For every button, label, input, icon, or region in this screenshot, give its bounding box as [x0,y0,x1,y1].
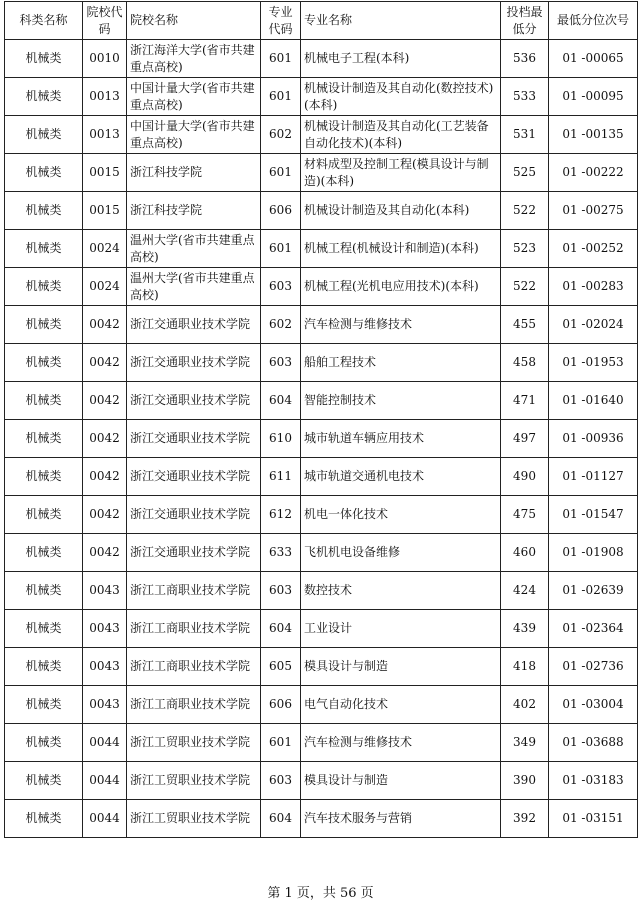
cell-category: 机械类 [5,116,83,154]
cell-major-name: 电气自动化技术 [301,686,501,724]
header-school-code: 院校代码 [83,2,127,40]
cell-category: 机械类 [5,572,83,610]
cell-major-code: 611 [261,458,301,496]
table-row [5,154,638,192]
cell-school-name: 浙江交通职业技术学院 [127,344,261,382]
cell-major-name: 机械设计制造及其自动化(工艺装备自动化技术)(本科) [301,116,501,154]
cell-min-score: 402 [501,686,549,724]
cell-min-rank: 01 -02736 [549,648,638,686]
cell-school-name: 温州大学(省市共建重点高校) [127,268,261,306]
header-major-code: 专业代码 [261,2,301,40]
header-row [5,2,638,40]
cell-min-score: 490 [501,458,549,496]
cell-major-code: 602 [261,116,301,154]
cell-school-name: 浙江交通职业技术学院 [127,458,261,496]
cell-major-name: 船舶工程技术 [301,344,501,382]
header-major-name: 专业名称 [301,2,501,40]
cell-min-rank: 01 -01953 [549,344,638,382]
cell-category: 机械类 [5,154,83,192]
cell-school-code: 0043 [83,686,127,724]
table-row [5,800,638,838]
cell-major-code: 602 [261,306,301,344]
cell-school-name: 浙江工商职业技术学院 [127,572,261,610]
cell-min-score: 458 [501,344,549,382]
cell-major-name: 模具设计与制造 [301,648,501,686]
cell-school-code: 0043 [83,610,127,648]
cell-category: 机械类 [5,344,83,382]
table-row [5,40,638,78]
cell-school-code: 0013 [83,78,127,116]
cell-min-rank: 01 -00065 [549,40,638,78]
cell-school-code: 0042 [83,496,127,534]
cell-major-code: 604 [261,800,301,838]
cell-school-code: 0044 [83,800,127,838]
cell-school-code: 0043 [83,648,127,686]
table-row [5,306,638,344]
cell-category: 机械类 [5,458,83,496]
cell-category: 机械类 [5,496,83,534]
table-row [5,268,638,306]
cell-school-name: 浙江工贸职业技术学院 [127,724,261,762]
table-row [5,116,638,154]
cell-major-name: 工业设计 [301,610,501,648]
cell-major-code: 601 [261,724,301,762]
cell-school-name: 中国计量大学(省市共建重点高校) [127,116,261,154]
cell-min-rank: 01 -02364 [549,610,638,648]
cell-min-rank: 01 -02024 [549,306,638,344]
cell-major-code: 603 [261,268,301,306]
table-row [5,534,638,572]
cell-min-score: 418 [501,648,549,686]
cell-major-name: 机械设计制造及其自动化(数控技术)(本科) [301,78,501,116]
cell-major-code: 603 [261,762,301,800]
cell-school-name: 浙江科技学院 [127,154,261,192]
cell-school-code: 0010 [83,40,127,78]
table-row [5,192,638,230]
cell-min-score: 349 [501,724,549,762]
cell-school-code: 0042 [83,306,127,344]
table-row [5,724,638,762]
cell-category: 机械类 [5,382,83,420]
cell-school-name: 浙江工贸职业技术学院 [127,800,261,838]
table-row [5,78,638,116]
cell-school-name: 浙江科技学院 [127,192,261,230]
cell-min-rank: 01 -01908 [549,534,638,572]
cell-min-score: 439 [501,610,549,648]
cell-school-code: 0024 [83,230,127,268]
cell-min-rank: 01 -00283 [549,268,638,306]
cell-min-rank: 01 -00275 [549,192,638,230]
cell-school-code: 0044 [83,762,127,800]
cell-min-rank: 01 -00252 [549,230,638,268]
cell-major-code: 603 [261,344,301,382]
header-min-score: 投档最低分 [501,2,549,40]
admission-table [4,1,638,838]
cell-major-name: 飞机机电设备维修 [301,534,501,572]
cell-major-name: 数控技术 [301,572,501,610]
table-row [5,610,638,648]
cell-category: 机械类 [5,610,83,648]
cell-min-rank: 01 -00095 [549,78,638,116]
cell-major-name: 材料成型及控制工程(模具设计与制造)(本科) [301,154,501,192]
cell-min-rank: 01 -03183 [549,762,638,800]
cell-major-code: 601 [261,230,301,268]
table-row [5,496,638,534]
cell-category: 机械类 [5,40,83,78]
cell-school-code: 0015 [83,154,127,192]
cell-major-code: 603 [261,572,301,610]
cell-major-code: 601 [261,78,301,116]
cell-min-score: 497 [501,420,549,458]
cell-major-name: 城市轨道交通机电技术 [301,458,501,496]
cell-school-name: 浙江交通职业技术学院 [127,306,261,344]
cell-category: 机械类 [5,230,83,268]
cell-min-rank: 01 -03688 [549,724,638,762]
cell-min-rank: 01 -03151 [549,800,638,838]
cell-min-score: 475 [501,496,549,534]
cell-major-name: 城市轨道车辆应用技术 [301,420,501,458]
table-row [5,572,638,610]
cell-min-score: 531 [501,116,549,154]
table-row [5,382,638,420]
cell-category: 机械类 [5,762,83,800]
cell-school-code: 0042 [83,534,127,572]
cell-school-code: 0042 [83,420,127,458]
cell-major-code: 606 [261,192,301,230]
cell-min-score: 522 [501,268,549,306]
cell-school-name: 浙江交通职业技术学院 [127,382,261,420]
cell-major-name: 机械工程(机械设计和制造)(本科) [301,230,501,268]
cell-major-name: 机械电子工程(本科) [301,40,501,78]
cell-school-code: 0043 [83,572,127,610]
table-row [5,420,638,458]
cell-category: 机械类 [5,800,83,838]
cell-category: 机械类 [5,724,83,762]
cell-category: 机械类 [5,78,83,116]
cell-school-code: 0042 [83,382,127,420]
cell-major-name: 汽车检测与维修技术 [301,306,501,344]
cell-major-code: 610 [261,420,301,458]
cell-school-code: 0044 [83,724,127,762]
cell-major-name: 模具设计与制造 [301,762,501,800]
cell-major-code: 606 [261,686,301,724]
cell-min-score: 392 [501,800,549,838]
cell-category: 机械类 [5,192,83,230]
cell-major-code: 633 [261,534,301,572]
cell-major-name: 机械设计制造及其自动化(本科) [301,192,501,230]
table-row [5,762,638,800]
cell-major-name: 智能控制技术 [301,382,501,420]
cell-school-name: 浙江海洋大学(省市共建重点高校) [127,40,261,78]
cell-min-score: 424 [501,572,549,610]
cell-min-score: 525 [501,154,549,192]
cell-major-code: 601 [261,40,301,78]
table-row [5,686,638,724]
cell-school-name: 浙江工商职业技术学院 [127,686,261,724]
cell-school-name: 中国计量大学(省市共建重点高校) [127,78,261,116]
header-category: 科类名称 [5,2,83,40]
header-min-rank: 最低分位次号 [549,2,638,40]
cell-school-name: 浙江交通职业技术学院 [127,420,261,458]
cell-major-code: 604 [261,610,301,648]
cell-school-name: 浙江交通职业技术学院 [127,496,261,534]
cell-min-score: 460 [501,534,549,572]
cell-school-name: 浙江工贸职业技术学院 [127,762,261,800]
cell-category: 机械类 [5,268,83,306]
cell-min-rank: 01 -03004 [549,686,638,724]
table-row [5,458,638,496]
cell-school-code: 0042 [83,458,127,496]
cell-min-score: 533 [501,78,549,116]
cell-major-name: 机械工程(光机电应用技术)(本科) [301,268,501,306]
cell-major-name: 汽车技术服务与营销 [301,800,501,838]
cell-min-score: 522 [501,192,549,230]
cell-min-score: 455 [501,306,549,344]
cell-major-code: 612 [261,496,301,534]
cell-major-name: 汽车检测与维修技术 [301,724,501,762]
cell-category: 机械类 [5,420,83,458]
cell-school-name: 浙江工商职业技术学院 [127,648,261,686]
cell-min-rank: 01 -00222 [549,154,638,192]
cell-category: 机械类 [5,686,83,724]
cell-major-code: 605 [261,648,301,686]
cell-min-rank: 01 -01547 [549,496,638,534]
cell-school-name: 浙江工商职业技术学院 [127,610,261,648]
cell-min-rank: 01 -01127 [549,458,638,496]
cell-major-code: 601 [261,154,301,192]
page-footer: 第 1 页，共 56 页 [267,886,374,901]
cell-category: 机械类 [5,648,83,686]
header-school-name: 院校名称 [127,2,261,40]
cell-category: 机械类 [5,534,83,572]
cell-school-code: 0042 [83,344,127,382]
cell-major-name: 机电一体化技术 [301,496,501,534]
table-row [5,344,638,382]
cell-min-rank: 01 -00936 [549,420,638,458]
cell-school-code: 0015 [83,192,127,230]
cell-major-code: 604 [261,382,301,420]
cell-school-name: 温州大学(省市共建重点高校) [127,230,261,268]
cell-min-rank: 01 -02639 [549,572,638,610]
cell-min-score: 390 [501,762,549,800]
cell-category: 机械类 [5,306,83,344]
table-row [5,648,638,686]
cell-school-name: 浙江交通职业技术学院 [127,534,261,572]
cell-min-score: 471 [501,382,549,420]
cell-min-rank: 01 -01640 [549,382,638,420]
cell-min-score: 523 [501,230,549,268]
table-body [5,40,638,838]
cell-min-score: 536 [501,40,549,78]
cell-min-rank: 01 -00135 [549,116,638,154]
cell-school-code: 0013 [83,116,127,154]
cell-school-code: 0024 [83,268,127,306]
table-row [5,230,638,268]
